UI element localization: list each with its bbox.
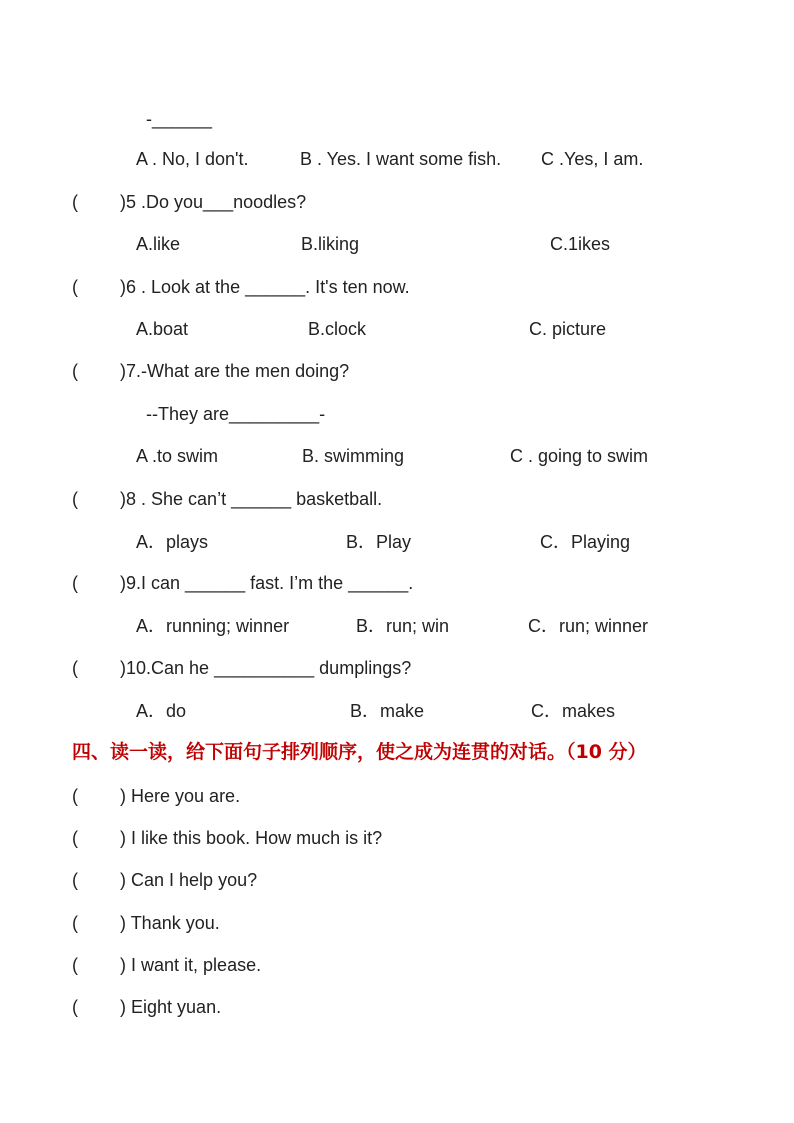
q7-sub-line: --They are_________- <box>146 404 326 424</box>
s4-item4-paren-open: ( <box>72 913 78 933</box>
s4-item5: ) I want it, please. <box>120 955 262 975</box>
q7-option-b: B. swimming <box>302 446 405 466</box>
s4-item6-paren-open: ( <box>72 997 78 1017</box>
q8-stem: )8 . She can’t ______ basketball. <box>120 489 383 509</box>
s4-item4: ) Thank you. <box>120 913 220 933</box>
s4-item3-paren-open: ( <box>72 870 78 890</box>
q10-option-c: C．makes <box>531 701 616 721</box>
s4-item2: ) I like this book. How much is it? <box>120 828 383 848</box>
s4-item3: ) Can I help you? <box>120 870 258 890</box>
s4-item6: ) Eight yuan. <box>120 997 222 1017</box>
q6-paren-open: ( <box>72 277 78 297</box>
q6-option-c: C. picture <box>529 319 607 339</box>
s4-item1-paren-open: ( <box>72 786 78 806</box>
q10-option-b: B．make <box>350 701 425 721</box>
q8-option-b: B．Play <box>346 532 412 552</box>
q9-option-b: B．run; win <box>356 616 450 636</box>
q9-paren-open: ( <box>72 573 78 593</box>
q8-paren-open: ( <box>72 489 78 509</box>
q6-stem: )6 . Look at the ______. It's ten now. <box>120 277 410 297</box>
q4-option-c: C .Yes, I am. <box>541 149 644 169</box>
q7-option-c: C . going to swim <box>510 446 649 466</box>
q9-option-a: A．running; winner <box>136 616 290 636</box>
q4-option-a: A . No, I don't. <box>136 149 249 169</box>
q7-paren-open: ( <box>72 361 78 381</box>
q5-option-c: C.1ikes <box>550 234 611 254</box>
q8-option-c: C．Playing <box>540 532 631 552</box>
s4-item1: ) Here you are. <box>120 786 241 806</box>
q10-stem: )10.Can he __________ dumplings? <box>120 658 412 678</box>
q5-option-b: B.liking <box>301 234 360 254</box>
q6-option-b: B.clock <box>308 319 367 339</box>
q5-stem: )5 .Do you___noodles? <box>120 192 307 212</box>
q8-option-a: A．plays <box>136 532 209 552</box>
q10-option-a: A．do <box>136 701 187 721</box>
q7-stem: )7.-What are the men doing? <box>120 361 350 381</box>
q4-answer-blank: -______ <box>146 109 213 129</box>
q10-paren-open: ( <box>72 658 78 678</box>
q5-paren-open: ( <box>72 192 78 212</box>
q5-option-a: A.like <box>136 234 181 254</box>
q4-option-b: B . Yes. I want some fish. <box>300 149 502 169</box>
q9-option-c: C．run; winner <box>528 616 649 636</box>
s4-item2-paren-open: ( <box>72 828 78 848</box>
q9-stem: )9.I can ______ fast. I’m the ______. <box>120 573 414 593</box>
section4-heading: 四、读一读，给下面句子排列顺序，使之成为连贯的对话。（10 分） <box>72 741 647 763</box>
q7-option-a: A .to swim <box>136 446 219 466</box>
s4-item5-paren-open: ( <box>72 955 78 975</box>
q6-option-a: A.boat <box>136 319 189 339</box>
